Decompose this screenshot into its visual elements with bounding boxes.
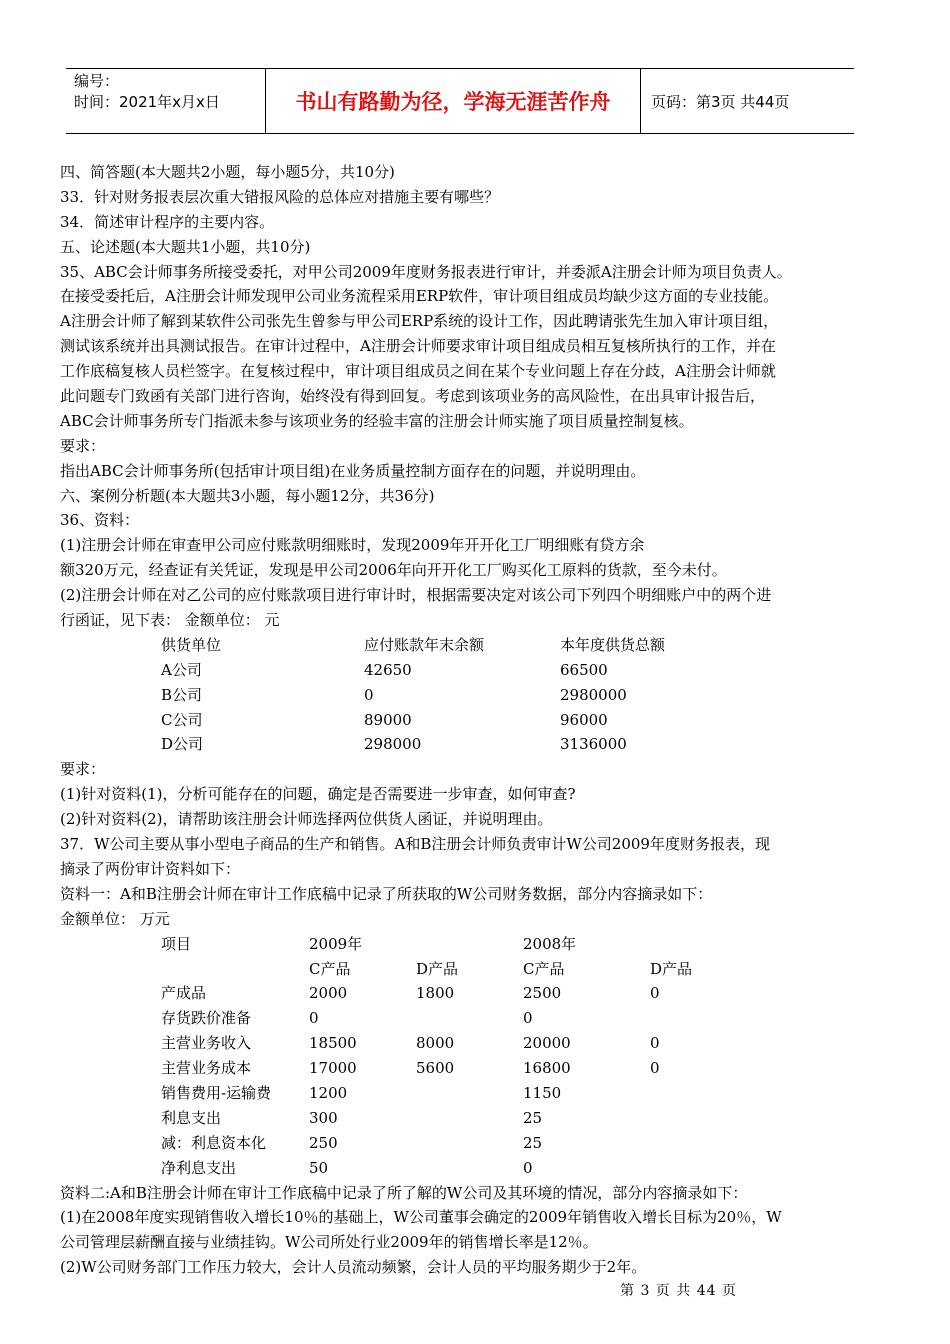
table-row bbox=[60, 1156, 880, 1181]
text-line: (1)针对资料(1)，分析可能存在的问题，确定是否需要进一步审查，如何审查? bbox=[60, 785, 576, 804]
text-block-questions bbox=[60, 160, 880, 633]
table-row bbox=[60, 1081, 880, 1106]
table-cell: 2500 bbox=[523, 984, 562, 1003]
supplier-table bbox=[60, 633, 880, 757]
motto: 书山有路勤为径，学海无涯苦作舟 bbox=[266, 69, 641, 133]
table-cell: 利息支出 bbox=[161, 1108, 222, 1127]
table-cell: 20000 bbox=[523, 1034, 571, 1053]
text-line: 35、ABC会计师事务所接受委托，对甲公司2009年度财务报表进行审计，并委派A注册会计师为项目负责人。 bbox=[60, 262, 792, 281]
table-header-row bbox=[60, 633, 880, 658]
table-cell: 16800 bbox=[523, 1059, 571, 1078]
table-cell: 298000 bbox=[364, 735, 422, 754]
page-label: 页码：第3页 共44页 bbox=[651, 92, 790, 111]
table-cell: 存货跌价准备 bbox=[161, 1009, 252, 1028]
table-cell: 项目 bbox=[161, 934, 192, 953]
number-label: 编号： bbox=[74, 72, 120, 90]
text-line: 指出ABC会计师事务所(包括审计项目组)在业务质量控制方面存在的问题，并说明理由。 bbox=[60, 461, 646, 480]
table-cell: B公司 bbox=[161, 685, 203, 704]
text-line: 额320万元，经查证有关凭证，发现是甲公司2006年向开开化工厂购买化工原料的货款，至今未付。 bbox=[60, 561, 727, 580]
text-line: 此问题专门致函有关部门进行咨询，始终没有得到回复。考虑到该项业务的高风险性，在出具审计报告后， bbox=[60, 387, 766, 406]
table-cell: 销售费用-运输费 bbox=[161, 1083, 272, 1102]
financial-data-table bbox=[60, 932, 880, 1181]
table-cell: C产品 bbox=[309, 959, 351, 978]
table-cell: 1200 bbox=[309, 1083, 348, 1102]
table-cell: 1800 bbox=[416, 984, 455, 1003]
text-line: A注册会计师了解到某软件公司张先生曾参与甲公司ERP系统的设计工作，因此聘请张先生加入审计项目组， bbox=[60, 312, 779, 331]
table-cell: 1150 bbox=[523, 1083, 562, 1102]
table-cell: 300 bbox=[309, 1108, 338, 1127]
table-cell: 主营业务成本 bbox=[161, 1059, 252, 1078]
text-line: 测试该系统并出具测试报告。在审计过程中，A注册会计师要求审计项目组成员相互复核所执行的工作，并在 bbox=[60, 337, 776, 356]
table-row bbox=[60, 708, 880, 733]
table-cell: 250 bbox=[309, 1133, 338, 1152]
table-cell: 0 bbox=[523, 1009, 533, 1028]
table-cell: D公司 bbox=[161, 735, 204, 754]
table-cell: 0 bbox=[650, 1059, 660, 1078]
text-line: (2)注册会计师在对乙公司的应付账款项目进行审计时，根据需要决定对该公司下列四个明细账户中的两个进 bbox=[60, 586, 772, 605]
table-cell: 42650 bbox=[364, 660, 412, 679]
table-cell: C公司 bbox=[161, 710, 203, 729]
table-cell: 2009年 bbox=[309, 934, 363, 953]
text-block-requirements bbox=[60, 757, 880, 931]
table-row bbox=[60, 1056, 880, 1081]
text-line: 行函证，见下表： 金额单位： 元 bbox=[60, 611, 280, 630]
text-line: 资料二:A和B注册会计师在审计工作底稿中记录了所了解的W公司及其环境的情况，部分内容摘录如下： bbox=[60, 1183, 748, 1202]
table-row bbox=[60, 1031, 880, 1056]
table-cell: 净利息支出 bbox=[161, 1158, 237, 1177]
text-line: 要求： bbox=[60, 760, 106, 779]
table-cell: 25 bbox=[523, 1133, 543, 1152]
table-cell: 89000 bbox=[364, 710, 412, 729]
text-line: (1)在2008年度实现销售收入增长10％的基础上，W公司董事会确定的2009年销售收入增长目标为20％，W bbox=[60, 1208, 782, 1227]
table-cell: 0 bbox=[364, 685, 374, 704]
table-cell: 0 bbox=[523, 1158, 533, 1177]
text-line: ABC会计师事务所专门指派未参与该项业务的经验丰富的注册会计师实施了项目质量控制复核。 bbox=[60, 411, 694, 430]
text-line: 37．W公司主要从事小型电子商品的生产和销售。A和B注册会计师负责审计W公司2009年度财务报表，现 bbox=[60, 835, 770, 854]
table-row bbox=[60, 981, 880, 1006]
text-line: 摘录了两份审计资料如下： bbox=[60, 859, 241, 878]
table-cell: 96000 bbox=[560, 710, 608, 729]
table-cell: 18500 bbox=[309, 1034, 357, 1053]
table-header-row bbox=[60, 932, 880, 957]
table-row bbox=[60, 683, 880, 708]
table-cell: 66500 bbox=[560, 660, 608, 679]
table-cell: 减：利息资本化 bbox=[161, 1133, 267, 1152]
table-cell: 3136000 bbox=[560, 735, 627, 754]
table-row bbox=[60, 1106, 880, 1131]
table-cell: 2008年 bbox=[523, 934, 577, 953]
text-line: 公司管理层薪酬直接与业绩挂钩。W公司所处行业2009年的销售增长率是12％。 bbox=[60, 1233, 598, 1252]
text-line: (2)W公司财务部门工作压力较大，会计人员流动频繁，会计人员的平均服务期少于2年。 bbox=[60, 1258, 647, 1277]
time-label: 时间：2021年x月x日 bbox=[74, 93, 220, 111]
text-line: 在接受委托后，A注册会计师发现甲公司业务流程采用ERP软件，审计项目组成员均缺少这方面的专业技能。 bbox=[60, 287, 779, 306]
table-row bbox=[60, 732, 880, 757]
text-line: (2)针对资料(2)，请帮助该注册会计师选择两位供货人函证，并说明理由。 bbox=[60, 810, 553, 829]
table-cell: 主营业务收入 bbox=[161, 1034, 252, 1053]
text-line: 金额单位： 万元 bbox=[60, 909, 170, 928]
text-block-material-two bbox=[60, 1181, 880, 1281]
table-cell: 供货单位 bbox=[161, 635, 222, 654]
table-cell: A公司 bbox=[161, 660, 202, 679]
text-line: 五、论述题(本大题共1小题，共10分) bbox=[60, 237, 311, 256]
table-cell: 25 bbox=[523, 1108, 543, 1127]
table-cell: 0 bbox=[309, 1009, 319, 1028]
table-cell: 17000 bbox=[309, 1059, 357, 1078]
text-line: 34．简述审计程序的主要内容。 bbox=[60, 212, 275, 231]
table-cell: 50 bbox=[309, 1158, 329, 1177]
table-cell: D产品 bbox=[650, 959, 693, 978]
document-body bbox=[60, 160, 880, 1280]
page-footer: 第 3 页 共 44 页 bbox=[620, 1283, 737, 1299]
table-cell: D产品 bbox=[416, 959, 459, 978]
text-line: 要求： bbox=[60, 436, 106, 455]
table-cell: C产品 bbox=[523, 959, 565, 978]
text-line: 六、案例分析题(本大题共3小题，每小题12分，共36分) bbox=[60, 486, 435, 505]
text-line: 资料一：A和B注册会计师在审计工作底稿中记录了所获取的W公司财务数据，部分内容摘录如下： bbox=[60, 884, 713, 903]
table-cell: 应付账款年末余额 bbox=[364, 635, 485, 654]
text-line: 四、简答题(本大题共2小题，每小题5分，共10分) bbox=[60, 163, 395, 181]
table-row bbox=[60, 658, 880, 683]
table-header-row bbox=[60, 957, 880, 982]
table-cell: 2980000 bbox=[560, 685, 627, 704]
page-header bbox=[66, 68, 854, 134]
table-row bbox=[60, 1131, 880, 1156]
text-line: 33．针对财务报表层次重大错报风险的总体应对措施主要有哪些？ bbox=[60, 187, 500, 206]
table-cell: 产成品 bbox=[161, 984, 207, 1003]
text-line: 36、资料： bbox=[60, 511, 140, 530]
text-line: (1)注册会计师在审查甲公司应付账款明细账时，发现2009年开开化工厂明细账有贷方余 bbox=[60, 536, 645, 555]
text-line: 工作底稿复核人员栏签字。在复核过程中，审计项目组成员之间在某个专业问题上存在分歧，A注册会计师就 bbox=[60, 362, 776, 381]
table-cell: 0 bbox=[650, 984, 660, 1003]
header-info bbox=[66, 69, 266, 133]
table-cell: 5600 bbox=[416, 1059, 455, 1078]
table-cell: 2000 bbox=[309, 984, 348, 1003]
table-row bbox=[60, 1006, 880, 1031]
table-cell: 本年度供货总额 bbox=[560, 635, 666, 654]
table-cell: 0 bbox=[650, 1034, 660, 1053]
table-cell: 8000 bbox=[416, 1034, 455, 1053]
